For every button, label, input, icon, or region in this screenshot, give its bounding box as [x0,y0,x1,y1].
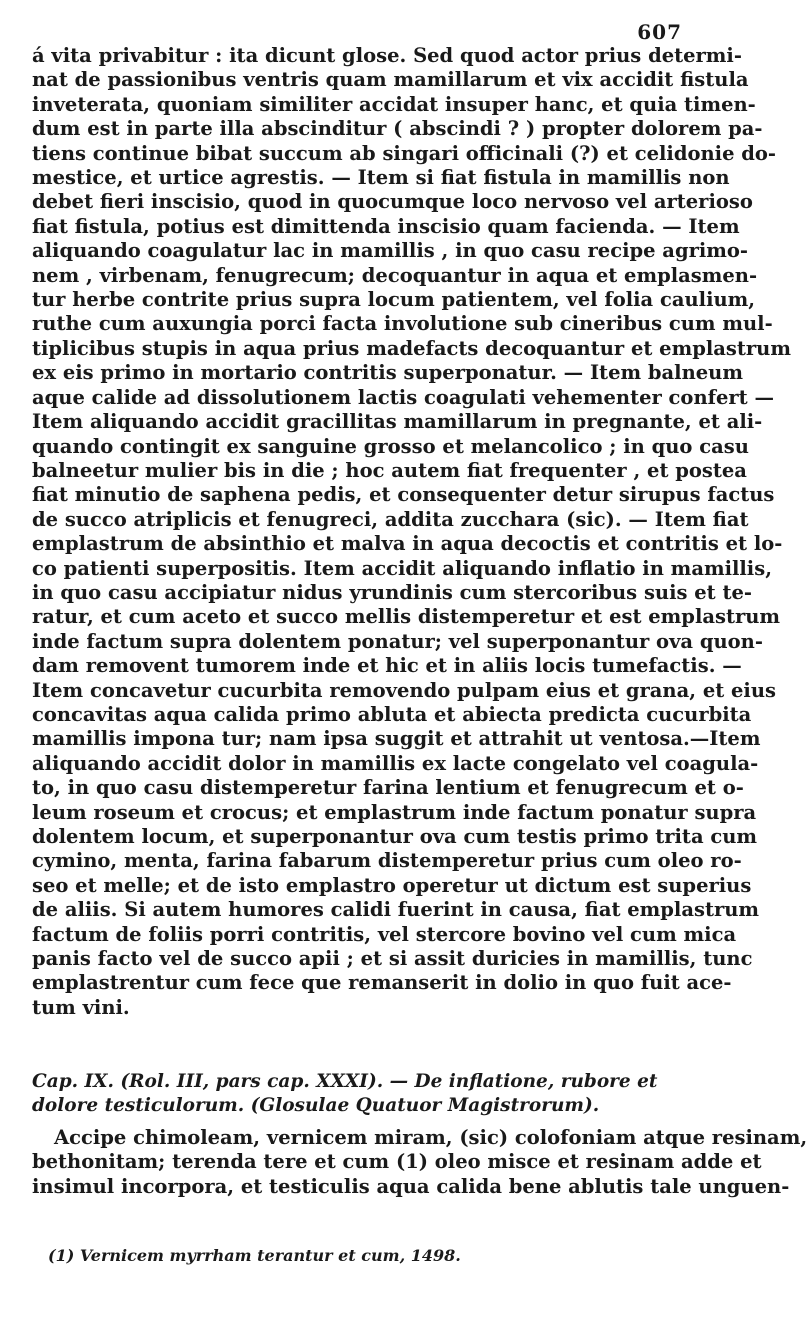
text-line: Item concavetur cucurbita removendo pulpam eius et grana, et eius [32,678,776,702]
chapter-body-line: bethonitam; terenda tere et cum (1) oleo misce et resinam adde et [32,1150,762,1174]
text-line: panis facto vel de succo apii ; et si assit duricies in mamillis, tunc [32,947,753,971]
text-line: ex eis primo in mortario contritis superponatur. — Item balneum [32,361,743,385]
text-line: dum est in parte illa abscinditur ( abscindi ? ) propter dolorem pa- [32,117,763,141]
text-line: tum vini. [32,995,130,1019]
text-line: emplastrum de absinthio et malva in aqua decoctis et contritis et lo- [32,532,783,556]
chapter-body [32,1126,807,1199]
text-line: nem , virbenam, fenugrecum; decoquantur in aqua et emplasmen- [32,263,758,287]
text-line: aque calide ad dissolutionem lactis coagulati vehementer confert — [32,385,774,409]
text-line: debet fieri inscisio, quod in quocumque loco nervoso vel arterioso [32,190,753,214]
text-line: tiplicibus stupis in aqua prius madefacts decoquantur et emplastrum [32,336,791,360]
text-line: tiens continue bibat succum ab singari officinali (?) et celidonie do- [32,141,776,165]
text-line: cymino, menta, farina fabarum distemperetur prius cum oleo ro- [32,849,742,873]
main-text-block [32,44,791,1020]
text-line: inveterata, quoniam similiter accidat insuper hanc, et quia timen- [32,92,756,116]
text-line: á vita privabitur : ita dicunt glose. Sed quod actor prius determi- [32,44,742,67]
text-line: de aliis. Si autem humores calidi fuerint in causa, fiat emplastrum [32,898,760,922]
chapter-body-line: Accipe chimoleam, vernicem miram, (sic) colofoniam atque resinam, [54,1126,807,1149]
text-line: emplastrentur cum fece que remanserit in dolio in quo fuit ace- [32,971,732,995]
page-number: 607 [637,20,682,44]
text-line: de succo atriplicis et fenugreci, addita zucchara (sic). — Item fiat [32,507,749,531]
text-line: mamillis impona tur; nam ipsa suggit et attrahit ut ventosa.—Item [32,727,761,751]
text-line: fiat fistula, potius est dimittenda inscisio quam facienda. — Item [32,214,740,238]
text-line: concavitas aqua calida primo abluta et abiecta predicta cucurbita [32,702,752,726]
footnote: (1) Vernicem myrrham terantur et cum, 1498. [48,1246,461,1265]
text-line: to, in quo casu distemperetur farina lentium et fenugrecum et o- [32,776,744,800]
text-line: fiat minutio de saphena pedis, et consequenter detur sirupus factus [32,483,775,507]
text-line: mestice, et urtice agrestis. — Item si fiat fistula in mamillis non [32,166,730,190]
text-line: Item aliquando accidit gracillitas mamillarum in pregnante, et ali- [32,410,763,434]
text-line: nat de passionibus ventris quam mamillarum et vix accidit fistula [32,68,749,92]
text-line: co patienti superpositis. Item accidit aliquando inflatio in mamillis, [32,556,772,580]
text-line: inde factum supra dolentem ponatur; vel superponantur ova quon- [32,629,763,653]
text-line: dam removent tumorem inde et hic et in aliis locis tumefactis. — [32,654,742,678]
text-line: leum roseum et crocus; et emplastrum inde factum ponatur supra [32,800,757,824]
text-line: in quo casu accipiatur nidus yrundinis cum stercoribus suis et te- [32,580,752,604]
text-line: seo et melle; et de isto emplastro operetur ut dictum est superius [32,873,752,897]
text-line: ruthe cum auxungia porci facta involutione sub cineribus cum mul- [32,312,773,336]
text-line: ratur, et cum aceto et succo mellis distemperetur et est emplastrum [32,605,781,629]
text-line: aliquando coagulatur lac in mamillis , in quo casu recipe agrimo- [32,239,748,263]
chapter-heading-line: dolore testiculorum. (Glosulae Quatuor Magistrorum). [32,1095,600,1116]
chapter-body-line: insimul incorpora, et testiculis aqua calida bene ablutis tale unguen- [32,1174,790,1198]
text-line: balneetur mulier bis in die ; hoc autem fiat frequenter , et postea [32,458,747,482]
chapter-heading [32,1070,692,1118]
text-line: aliquando accidit dolor in mamillis ex lacte congelato vel coagula- [32,751,759,775]
text-line: factum de foliis porri contritis, vel stercore bovino vel cum mica [32,922,737,946]
chapter-heading-line: Cap. IX. (Rol. III, pars cap. XXXI). — De inflatione, rubore et [32,1071,658,1092]
text-line: dolentem locum, et superponantur ova cum testis primo trita cum [32,825,758,848]
text-line: quando contingit ex sanguine grosso et melancolico ; in quo casu [32,434,749,458]
text-line: tur herbe contrite prius supra locum patientem, vel folia caulium, [32,288,756,312]
